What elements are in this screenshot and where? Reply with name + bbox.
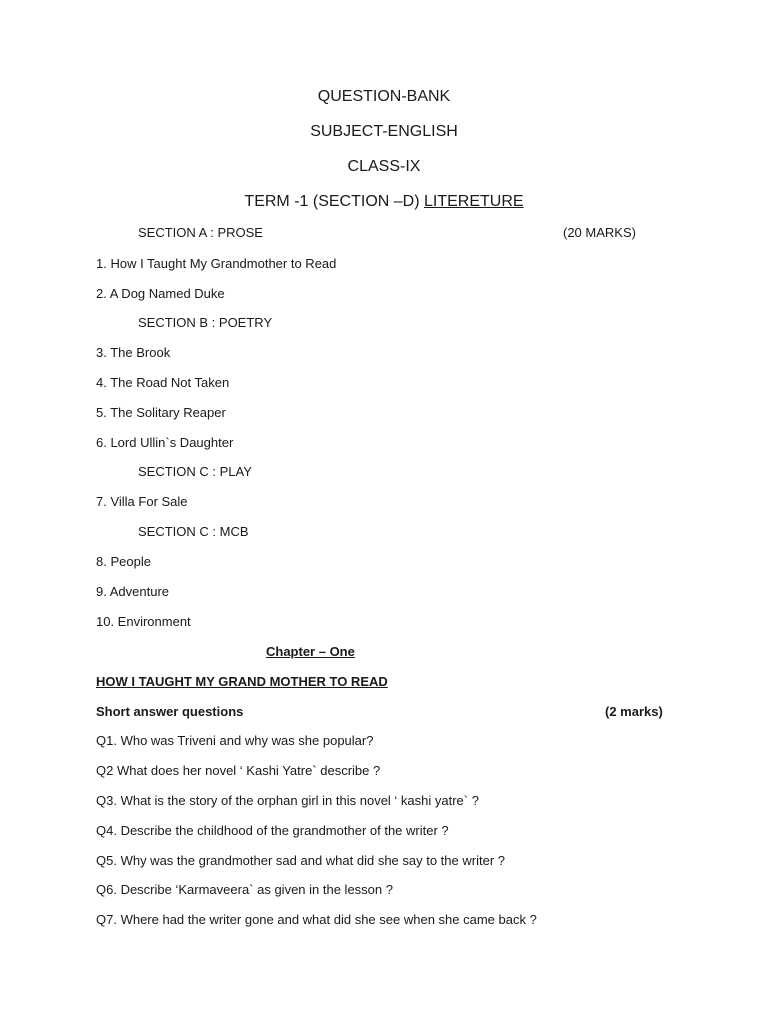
short-answer-label: Short answer questions: [96, 704, 244, 719]
question-item: Q6. Describe ‘Karmaveera` as given in the lesson ?: [96, 882, 393, 897]
syllabus-item: 2. A Dog Named Duke: [96, 286, 225, 301]
doc-title: QUESTION-BANK: [317, 88, 451, 105]
question-item: Q1. Who was Triveni and why was she popular?: [96, 733, 374, 748]
term-prefix: TERM -1 (SECTION –D): [244, 193, 424, 210]
section-b-heading: SECTION B : POETRY: [138, 315, 273, 330]
doc-subject: SUBJECT-ENGLISH: [310, 123, 458, 140]
doc-class: CLASS-IX: [347, 158, 421, 175]
question-item: Q2 What does her novel ‘ Kashi Yatre` describe ?: [96, 763, 381, 778]
syllabus-item: 7. Villa For Sale: [96, 494, 188, 509]
doc-term: [0, 194, 768, 210]
section-a-heading: SECTION A : PROSE: [138, 225, 263, 240]
question-item: Q7. Where had the writer gone and what did she see when she came back ?: [96, 912, 537, 927]
chapter-title: HOW I TAUGHT MY GRAND MOTHER TO READ: [96, 674, 388, 689]
question-item: Q5. Why was the grandmother sad and what did she say to the writer ?: [96, 853, 505, 868]
section-a-marks: (20 MARKS): [563, 225, 636, 240]
section-c-mcb-heading: SECTION C : MCB: [138, 524, 249, 539]
syllabus-item: 10. Environment: [96, 614, 191, 629]
syllabus-item: 6. Lord Ullin`s Daughter: [96, 435, 234, 450]
section-c-play-heading: SECTION C : PLAY: [138, 464, 252, 479]
question-item: Q4. Describe the childhood of the grandmother of the writer ?: [96, 823, 449, 838]
syllabus-item: 8. People: [96, 554, 151, 569]
chapter-label: Chapter – One: [266, 644, 355, 659]
term-literature: LITERETURE: [423, 193, 524, 210]
syllabus-item: 3. The Brook: [96, 345, 171, 360]
syllabus-item: 1. How I Taught My Grandmother to Read: [96, 256, 337, 271]
short-answer-marks: (2 marks): [605, 704, 663, 719]
syllabus-item: 5. The Solitary Reaper: [96, 405, 226, 420]
question-item: Q3. What is the story of the orphan girl in this novel ‘ kashi yatre` ?: [96, 793, 479, 808]
syllabus-item: 9. Adventure: [96, 584, 169, 599]
syllabus-item: 4. The Road Not Taken: [96, 375, 230, 390]
